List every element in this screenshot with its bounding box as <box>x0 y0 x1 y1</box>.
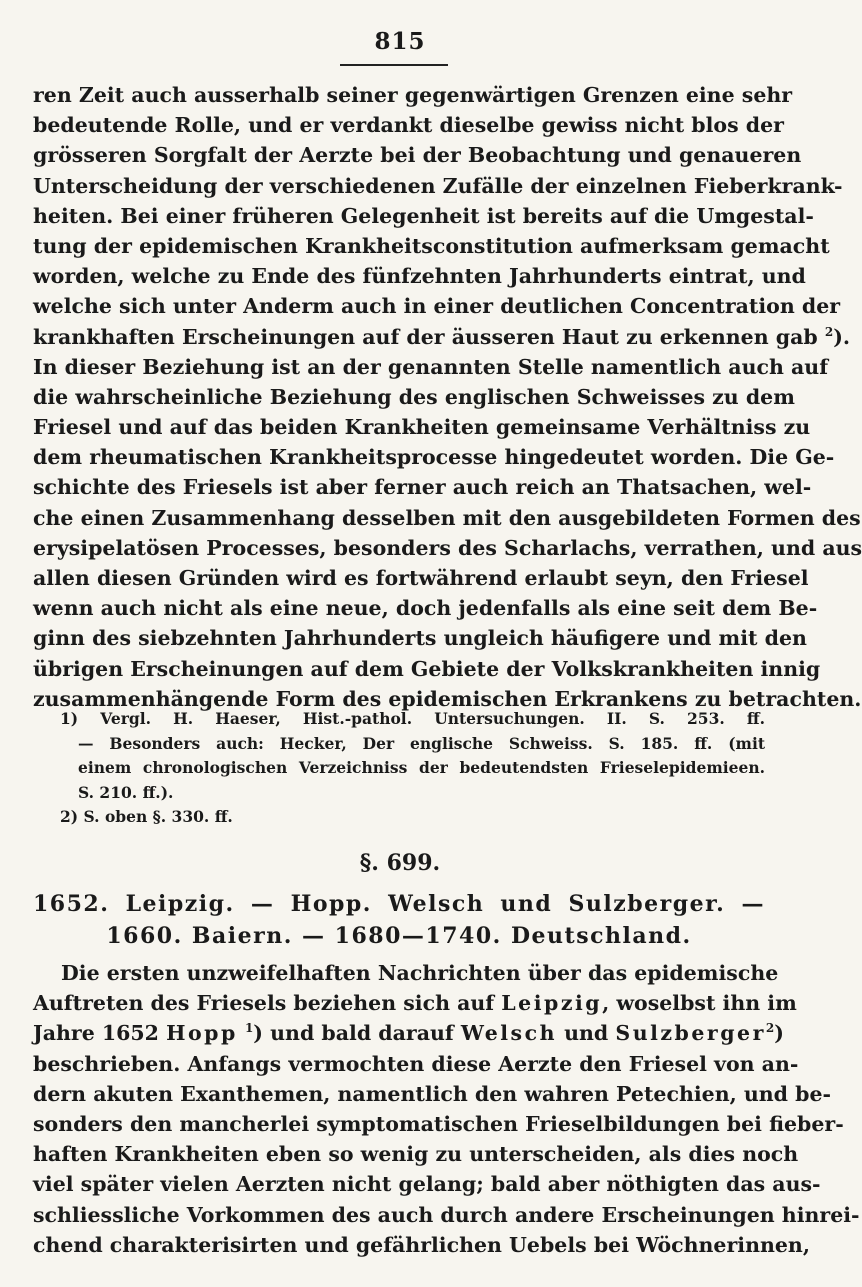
text-line: grösseren Sorgfalt der Aerzte bei der Beobachtung und genaueren <box>33 143 802 168</box>
text-line: allen diesen Gründen wird es fortwährend erlaubt seyn, den Friesel <box>33 566 809 590</box>
text-line: übrigen Erscheinungen auf dem Gebiete der Volkskrankheiten innig <box>33 656 821 681</box>
text-line: tung der epidemischen Krankheitsconstitution aufmerksam gemacht <box>33 233 830 258</box>
text-segment: und <box>564 1021 609 1046</box>
text-segment: ) und bald darauf <box>253 1021 454 1046</box>
author-name: Hopp <box>166 1021 238 1046</box>
footnote-line: S. 210. ff.). <box>78 782 174 802</box>
footnote-ref: 2 <box>765 1021 775 1036</box>
text-line: In dieser Beziehung ist an der genannten Stelle namentlich auch auf <box>33 354 829 379</box>
text-segment: Auftreten des Friesels beziehen sich auf <box>33 991 495 1016</box>
text-line: dem rheumatischen Krankheitsprocesse hingedeutet worden. Die Ge- <box>33 445 835 470</box>
heading-line: 1652. Leipzig. — Hopp. Welsch und Sulzberger. — <box>33 891 765 917</box>
footnote-line: 1) Vergl. H. Haeser, Hist.-pathol. Untersuchungen. II. S. 253. ff. <box>60 709 765 728</box>
text-line: zusammenhängende Form des epidemischen Erkrankens zu betrachten. <box>33 686 862 711</box>
text-line: welche sich unter Anderm auch in einer deutlichen Concentration der <box>33 294 841 319</box>
text-line: chend charakterisirten und gefährlichen Uebels bei Wöchnerinnen, <box>33 1232 810 1257</box>
text-line: schichte des Friesels ist aber ferner auch reich an Thatsachen, wel- <box>33 475 812 500</box>
author-name: Welsch <box>460 1021 557 1046</box>
header-rule <box>340 64 448 66</box>
text-line <box>33 322 851 352</box>
text-line: che einen Zusammenhang desselben mit den ausgebildeten Formen des <box>33 505 861 530</box>
author-name: Sulzberger <box>615 1021 766 1046</box>
footnote-line: einem chronologischen Verzeichniss der bedeutendsten Frieselepidemieen. <box>78 758 765 777</box>
text-line: wenn auch nicht als eine neue, doch jedenfalls als eine seit dem Be- <box>33 596 818 621</box>
paragraph-1 <box>33 80 862 714</box>
footnotes <box>60 707 765 830</box>
text-line: Die ersten unzweifelhaften Nachrichten über das epidemische <box>61 961 779 985</box>
text-line <box>33 1018 784 1048</box>
section-number: §. 699. <box>359 850 441 876</box>
text-segment: krankhaften Erscheinungen auf der äusseren Haut zu erkennen gab <box>33 324 818 349</box>
paragraph-2 <box>33 958 860 1260</box>
place-name: Leipzig <box>501 991 603 1016</box>
text-line: sonders den mancherlei symptomatischen Frieselbildungen bei fieber- <box>33 1111 844 1136</box>
text-segment: ) <box>774 1021 784 1046</box>
text-line: Unterscheidung der verschiedenen Zufälle der einzelnen Fieberkrank- <box>33 173 843 198</box>
text-segment: ). <box>833 324 851 349</box>
footnote-ref: 1 <box>244 1021 254 1036</box>
text-line: viel später vielen Aerzten nicht gelang; bald aber nöthigten das aus- <box>33 1172 821 1197</box>
footnote-line: — Besonders auch: Hecker, Der englische Schweiss. S. 185. ff. (mit <box>78 733 765 753</box>
text-line <box>33 988 797 1018</box>
text-line: schliessliche Vorkommen des auch durch andere Erscheinungen hinrei- <box>33 1202 860 1227</box>
text-line: bedeutende Rolle, und er verdankt dieselbe gewiss nicht blos der <box>33 113 784 138</box>
text-line: haften Krankheiten eben so wenig zu unterscheiden, als dies noch <box>33 1142 799 1167</box>
text-line: heiten. Bei einer früheren Gelegenheit ist bereits auf die Umgestal- <box>33 203 814 228</box>
text-line: ginn des siebzehnten Jahrhunderts ungleich häufigere und mit den <box>33 626 807 651</box>
text-line: die wahrscheinliche Beziehung des englischen Schweisses zu dem <box>33 384 795 409</box>
text-line: dern akuten Exanthemen, namentlich den wahren Petechien, und be- <box>33 1081 832 1106</box>
text-line: beschrieben. Anfangs vermochten diese Aerzte den Friesel von an- <box>33 1051 799 1076</box>
text-line: ren Zeit auch ausserhalb seiner gegenwärtigen Grenzen eine sehr <box>33 83 793 107</box>
footnote-ref: 2 <box>824 324 834 339</box>
text-line: worden, welche zu Ende des fünfzehnten Jahrhunderts eintrat, und <box>33 264 806 289</box>
footnote-line: 2) S. oben §. 330. ff. <box>60 807 233 826</box>
text-segment: , woselbst ihn im <box>602 991 797 1016</box>
page-number: 815 <box>374 28 426 55</box>
text-line: erysipelatösen Processes, besonders des Scharlachs, verrathen, und aus <box>33 535 862 560</box>
section-heading <box>33 888 765 952</box>
heading-line: 1660. Baiern. — 1680—1740. Deutschland. <box>106 923 692 949</box>
text-segment: Jahre 1652 <box>33 1021 159 1046</box>
text-line: Friesel und auf das beiden Krankheiten gemeinsame Verhältniss zu <box>33 415 811 440</box>
